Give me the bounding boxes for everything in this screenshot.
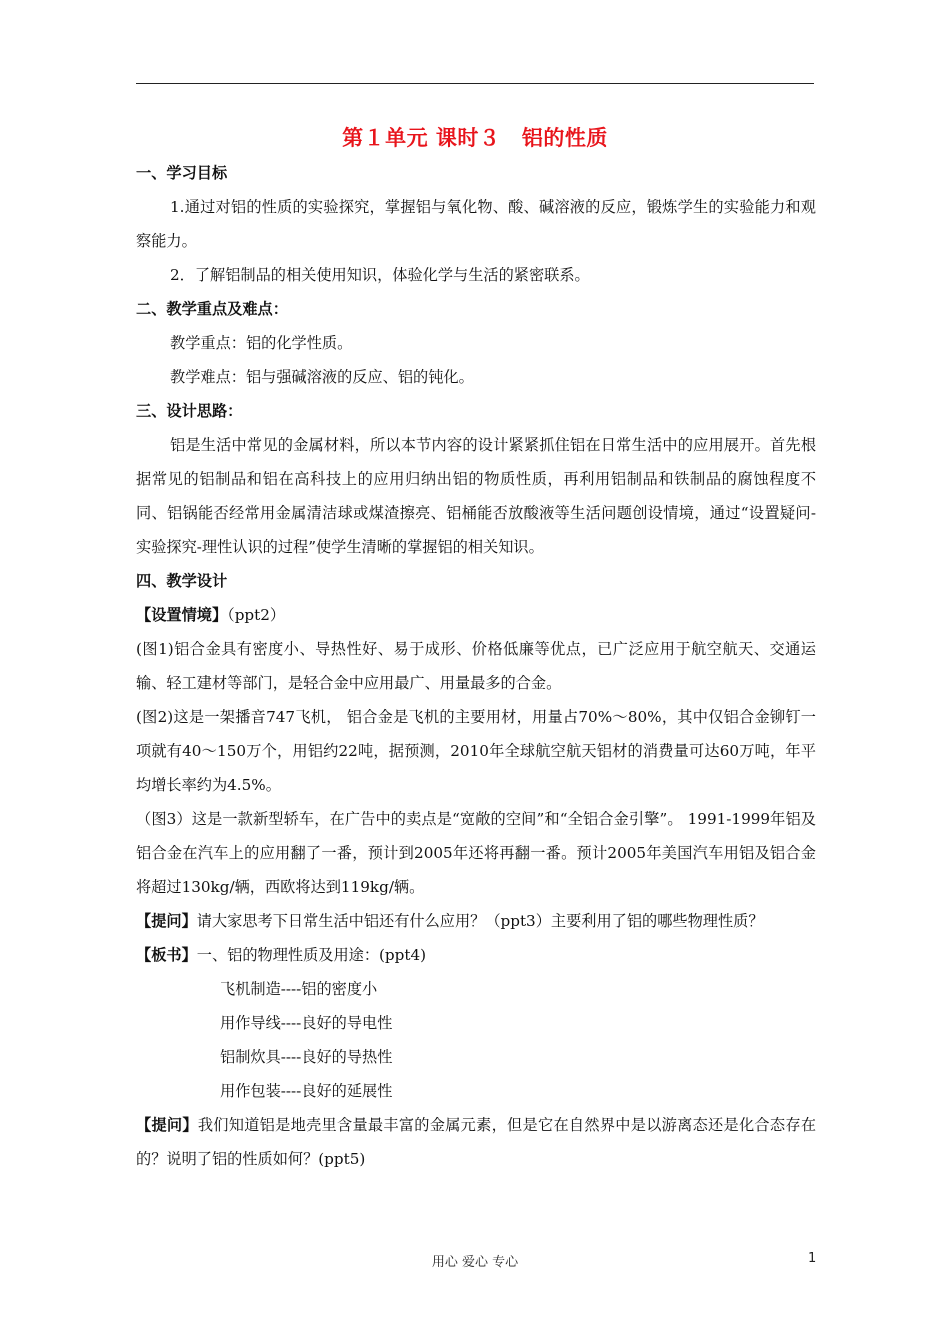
page-number: 1 [808, 1251, 817, 1266]
use-item: 铝制炊具----良好的导热性 [220, 1048, 393, 1066]
use-item: 用作导线----良好的导电性 [220, 1014, 393, 1032]
page-title: 第１单元 课时３ 铝的性质 [342, 126, 608, 150]
keypoint-difficulty: 教学难点：铝与强碱溶液的反应、铝的钝化。 [170, 368, 474, 386]
board-tag: 【板书】 [136, 946, 197, 964]
scene-ref: （ppt2） [227, 606, 286, 624]
scene-line [136, 598, 816, 632]
board-line [136, 938, 816, 972]
design-idea-paragraph: 铝是生活中常见的金属材料，所以本节内容的设计紧紧抓住铝在日常生活中的应用展开。首先根据常见的铝制品和铝在高科技上的应用归纳出铝的物质性质，再利用铝制品和铁制品的腐蚀程度不同、铝锅能否经常用金属清洁球或煤渣擦亮、铝桶能否放酸液等生活问题创设情境，通过“设置疑问-实验探究-理性认识的过程”使学生清晰的掌握铝的相关知识。 [136, 436, 816, 556]
question-text: 我们知道铝是地壳里含量最丰富的金属元素，但是它在自然界中是以游离态还是化合态存在的？说明了铝的性质如何？(ppt5) [136, 1116, 817, 1168]
use-item: 飞机制造----铝的密度小 [220, 980, 378, 998]
question-2 [136, 1108, 816, 1176]
section-heading-keypoints: 二、教学重点及难点： [136, 300, 288, 318]
section-heading-design-idea: 三、设计思路： [136, 402, 243, 420]
section-heading-objectives: 一、学习目标 [136, 164, 228, 182]
use-item: 用作包装----良好的延展性 [220, 1082, 393, 1100]
board-text: 一、铝的物理性质及用途：(ppt4) [196, 946, 427, 964]
footer-motto: 用心 爱心 专心 [431, 1255, 519, 1270]
figure-1-paragraph: (图1)铝合金具有密度小、导热性好、易于成形、价格低廉等优点，已广泛应用于航空航天、交通运输、轻工建材等部门，是轻合金中应用最广、用量最多的合金。 [136, 640, 816, 692]
question-1 [136, 904, 816, 938]
figure-2-paragraph: (图2)这是一架播音747飞机， 铝合金是飞机的主要用材，用量占70%～80%，其中仅铝合金铆钉一项就有40～150万个，用铝约22吨，据预测，2010年全球航空航天铝材的消费量可达60万吨，年平均增长率约为4.5%。 [136, 708, 816, 794]
header-rule [136, 83, 814, 84]
figure-3-paragraph: （图3）这是一款新型轿车，在广告中的卖点是“宽敞的空间”和“全铝合金引擎”。 1991-1999年铝及铝合金在汽车上的应用翻了一番，预计到2005年还将再翻一番。预计2005年美国汽车用铝及铝合金将超过130kg/辆，西欧将达到119kg/辆。 [136, 810, 816, 896]
scene-tag: 【设置情境】 [136, 606, 228, 624]
document-body [136, 156, 816, 1176]
section-heading-teaching-design: 四、教学设计 [136, 572, 228, 590]
objective-2: 2．了解铝制品的相关使用知识，体验化学与生活的紧密联系。 [170, 266, 590, 284]
keypoint-focus: 教学重点：铝的化学性质。 [170, 334, 353, 352]
question-text: 请大家思考下日常生活中铝还有什么应用？（ppt3）主要利用了铝的哪些物理性质？ [196, 912, 764, 930]
objective-1: 1.通过对铝的性质的实验探究，掌握铝与氧化物、酸、碱溶液的反应，锻炼学生的实验能力和观察能力。 [136, 198, 816, 250]
question-tag: 【提问】 [136, 1116, 198, 1134]
question-tag: 【提问】 [136, 912, 197, 930]
